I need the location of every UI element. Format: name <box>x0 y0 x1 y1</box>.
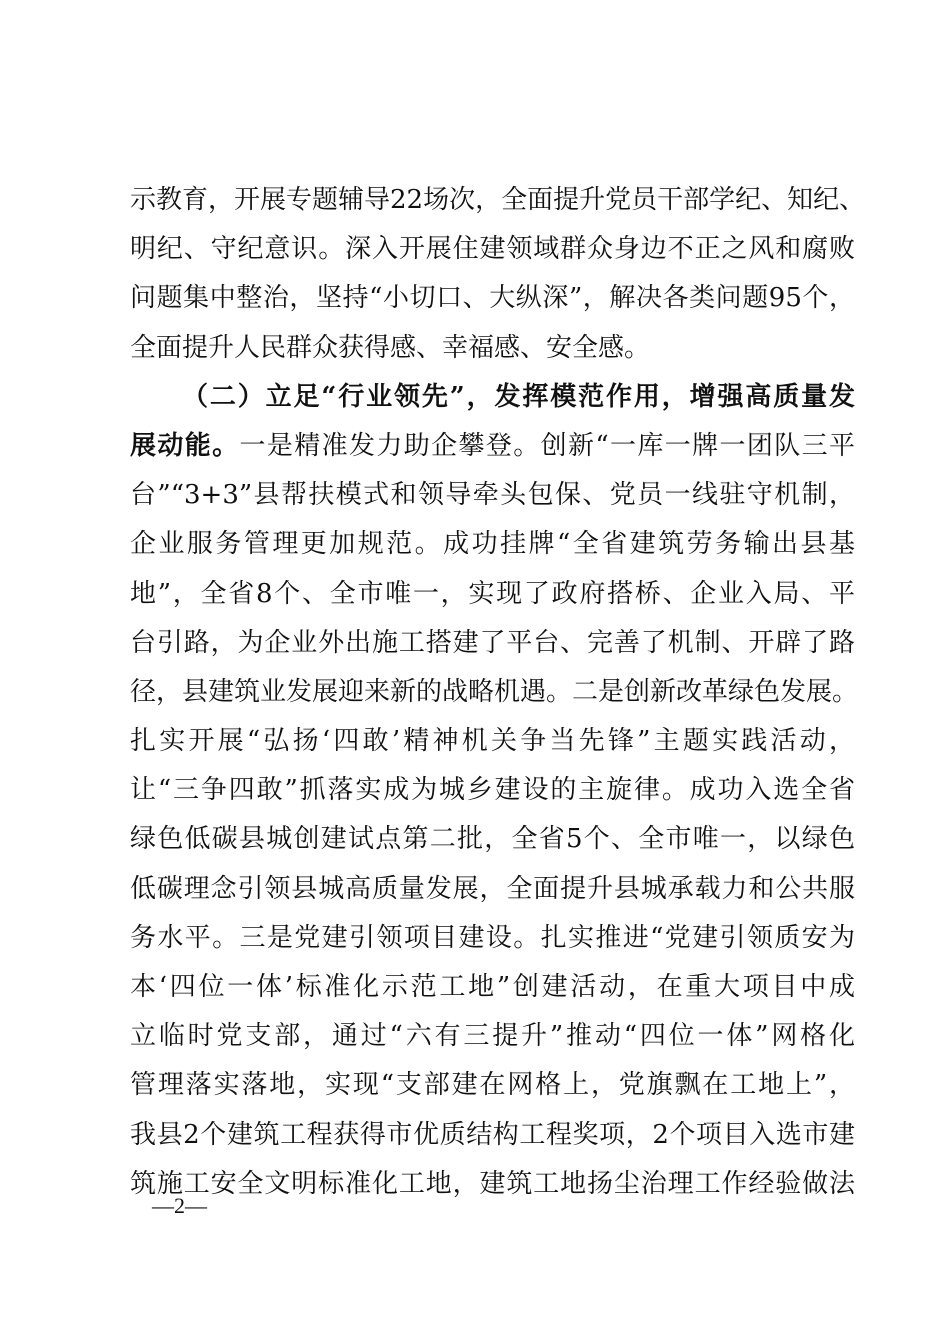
text-line: 让“三争四敢”抓落实成为城乡建设的主旋律。成功入选全省 <box>130 775 855 806</box>
text-line: 我县2个建筑工程获得市优质结构工程奖项，2个项目入选市建 <box>130 1119 855 1150</box>
section-heading-end: 展动能。 <box>130 430 240 461</box>
text-line <box>130 422 855 471</box>
text-line: 全面提升人民群众获得感、幸福感、安全感。 <box>130 332 651 363</box>
text-line: 企业服务管理更加规范。成功挂牌“全省建筑劳务输出县基 <box>130 529 855 560</box>
text-line: 低碳理念引领县城高质量发展，全面提升县城承载力和公共服 <box>130 873 855 904</box>
text-line: 扎实开展“弘扬‘四敢’精神机关争当先锋”主题实践活动， <box>130 726 855 757</box>
text-line: 示教育，开展专题辅导22场次，全面提升党员干部学纪、知纪、 <box>130 185 866 215</box>
text-line: 地”，全省8个、全市唯一，实现了政府搭桥、企业入局、平 <box>130 578 855 609</box>
text-line: 筑施工安全文明标准化工地，建筑工地扬尘治理工作经验做法 <box>130 1168 855 1199</box>
text-line: 径，县建筑业发展迎来新的战略机遇。二是创新改革绿色发展。 <box>130 676 859 707</box>
text-line: 本‘四位一体’标准化示范工地”创建活动，在重大项目中成 <box>130 972 855 1002</box>
text-line: 明纪、守纪意识。深入开展住建领域群众身边不正之风和腐败 <box>130 234 855 265</box>
section-heading: （二）立足“行业领先”，发挥模范作用，增强高质量发 <box>182 381 855 412</box>
text-line: 问题集中整治，坚持“小切口、大纵深”，解决各类问题95个， <box>130 283 855 314</box>
body-text <box>130 176 866 1209</box>
text-segment: 一是精准发力助企攀登。创新“一库一牌一团队三平 <box>239 430 855 461</box>
text-line: 绿色低碳县城创建试点第二批，全省5个、全市唯一，以绿色 <box>130 824 855 855</box>
text-line: 台引路，为企业外出施工搭建了平台、完善了机制、开辟了路 <box>130 627 855 658</box>
text-line: 管理落实落地，实现“支部建在网格上，党旗飘在工地上”， <box>130 1070 855 1101</box>
page-number: —2— <box>152 1193 207 1218</box>
text-line: 台”“3+3”县帮扶模式和领导牵头包保、党员一线驻守机制， <box>130 480 855 511</box>
text-line: 立临时党支部，通过“六有三提升”推动“四位一体”网格化 <box>130 1021 855 1052</box>
text-line: 务水平。三是党建引领项目建设。扎实推进“党建引领质安为 <box>130 922 855 953</box>
